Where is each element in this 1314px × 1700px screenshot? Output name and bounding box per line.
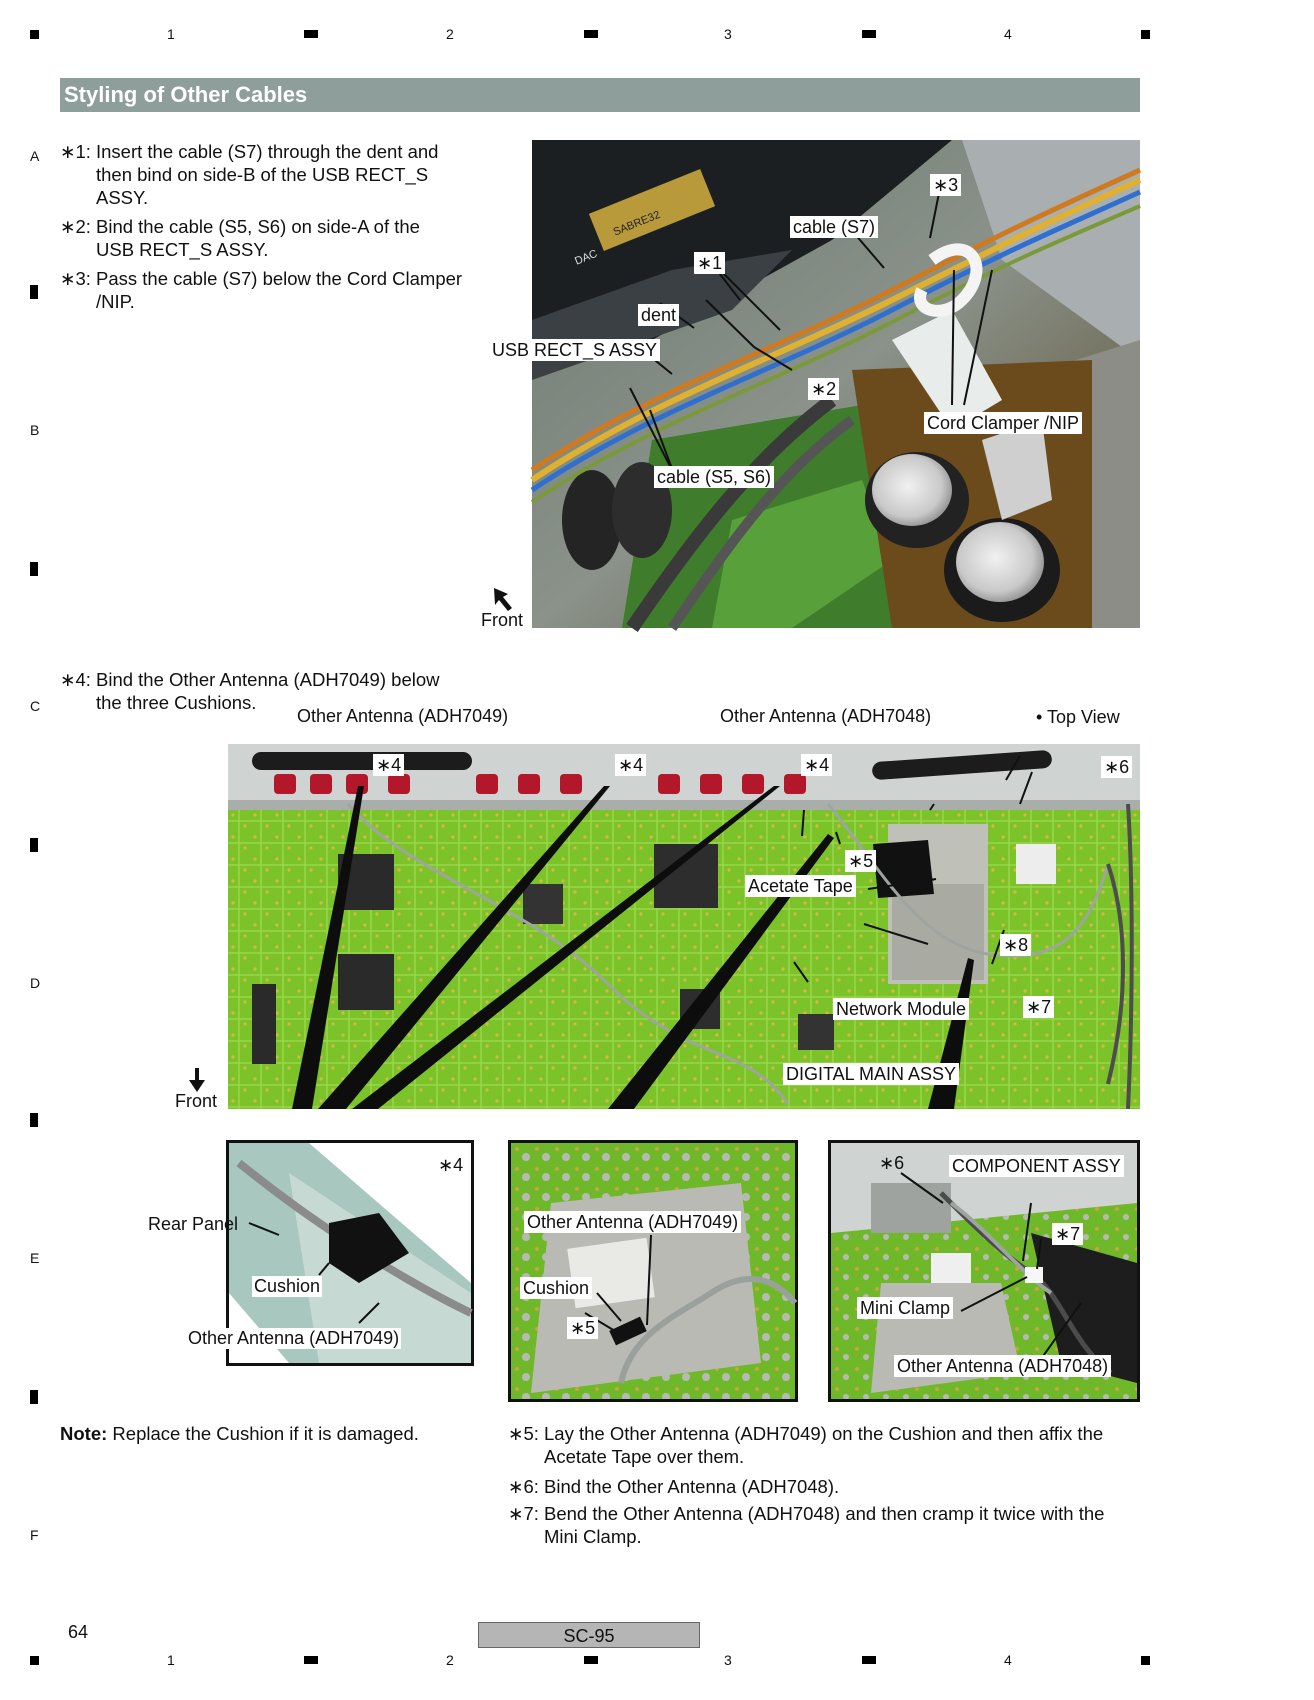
step-line: Bend the Other Antenna (ADH7048) and then cramp it twice with the (544, 1503, 1105, 1524)
step-text (96, 140, 438, 209)
step-3 (60, 267, 500, 315)
step-line: Bind the cable (S5, S6) on side-A of the (96, 216, 420, 237)
callout-8: ∗8 (1000, 934, 1031, 956)
corner-mark (1141, 1656, 1150, 1665)
step-marker: ∗7: (508, 1503, 539, 1524)
corner-mark (30, 1656, 39, 1665)
label-antenna-adh7048: Other Antenna (ADH7048) (720, 706, 932, 726)
grid-mark (304, 1656, 318, 1664)
step-text (544, 1422, 1103, 1468)
callout-6: ∗6 (879, 1153, 905, 1173)
callout-4-middle: ∗4 (615, 754, 646, 776)
callout-5: ∗5 (845, 850, 876, 872)
callout-5: ∗5 (567, 1317, 598, 1339)
model-name-bar: SC-95 (478, 1622, 700, 1648)
corner-mark (1141, 30, 1150, 39)
grid-mark (584, 1656, 598, 1664)
grid-mark (30, 285, 38, 299)
step-6 (508, 1475, 1140, 1499)
sabre-print: SABRE32 (611, 208, 662, 239)
step-5 (508, 1422, 1140, 1470)
dac-print: DAC (573, 247, 600, 268)
section-title: Styling of Other Cables (60, 78, 1140, 112)
cable-routing-photo (532, 140, 1140, 628)
front-label: Front (481, 610, 524, 630)
step-1 (60, 140, 500, 210)
page-number: 64 (68, 1622, 89, 1642)
step-marker: ∗6: (508, 1476, 539, 1497)
step-line: ASSY. (96, 187, 149, 208)
row-letter-b: B (30, 422, 40, 438)
label-usb-rect-s-assy: USB RECT_S ASSY (489, 339, 660, 361)
step-text (544, 1502, 1104, 1548)
column-number-4: 4 (1004, 26, 1012, 42)
label-component-assy: COMPONENT ASSY (949, 1155, 1124, 1177)
column-number-1: 1 (167, 26, 175, 42)
step-marker: ∗5: (508, 1423, 539, 1444)
step-line: Insert the cable (S7) through the dent and (96, 141, 439, 162)
row-letter-d: D (30, 975, 41, 991)
label-digital-main-assy: DIGITAL MAIN ASSY (783, 1063, 959, 1085)
step-line: Bind the Other Antenna (ADH7049) below (96, 669, 440, 690)
label-cord-clamper: Cord Clamper /NIP (924, 412, 1082, 434)
board-top-view-illustration (228, 744, 1140, 1109)
step-line: Mini Clamp. (544, 1526, 642, 1547)
label-other-antenna-adh7049: Other Antenna (ADH7049) (524, 1211, 741, 1233)
grid-mark (30, 838, 38, 852)
label-dent: dent (638, 304, 679, 326)
column-number-3: 3 (724, 26, 732, 42)
grid-mark (862, 1656, 876, 1664)
note-label: Note: (60, 1423, 108, 1444)
row-letter-e: E (30, 1250, 40, 1266)
grid-mark (584, 30, 598, 38)
row-letter-a: A (30, 148, 40, 164)
callout-4-right: ∗4 (801, 754, 832, 776)
label-cable-s5-s6: cable (S5, S6) (654, 466, 774, 488)
step-2 (60, 215, 500, 263)
label-acetate-tape: Acetate Tape (745, 875, 856, 897)
step-text (544, 1475, 839, 1498)
step-marker: ∗1: (60, 141, 91, 162)
step-line: /NIP. (96, 291, 135, 312)
top-view-label: • Top View (1036, 707, 1120, 727)
grid-mark (30, 562, 38, 576)
callout-1: ∗1 (694, 252, 725, 274)
corner-mark (30, 30, 39, 39)
column-number-1: 1 (167, 1652, 175, 1668)
step-line: USB RECT_S ASSY. (96, 239, 269, 260)
label-cushion: Cushion (520, 1277, 592, 1299)
step-text (96, 267, 462, 313)
callout-4: ∗4 (438, 1155, 464, 1175)
inset-component-assy-clamp (828, 1140, 1140, 1402)
front-label: Front (175, 1091, 218, 1111)
step-marker: ∗2: (60, 216, 91, 237)
step-line: Lay the Other Antenna (ADH7049) on the Cushion and then affix the (544, 1423, 1104, 1444)
callout-3: ∗3 (930, 174, 961, 196)
callout-7: ∗7 (1023, 996, 1054, 1018)
label-cable-s7: cable (S7) (790, 216, 878, 238)
step-line: Acetate Tape over them. (544, 1446, 745, 1467)
step-marker: ∗4: (60, 669, 91, 690)
grid-mark (304, 30, 318, 38)
inset-network-module-cushion (508, 1140, 798, 1402)
row-letter-f: F (30, 1527, 39, 1543)
note (60, 1422, 480, 1446)
column-number-2: 2 (446, 26, 454, 42)
callout-4-left: ∗4 (373, 754, 404, 776)
callout-7: ∗7 (1052, 1223, 1083, 1245)
label-other-antenna-adh7049: Other Antenna (ADH7049) (188, 1328, 400, 1348)
row-letter-c: C (30, 698, 41, 714)
step-text (96, 215, 420, 261)
column-number-4: 4 (1004, 1652, 1012, 1668)
label-network-module: Network Module (833, 998, 969, 1020)
column-number-3: 3 (724, 1652, 732, 1668)
step-line: Pass the cable (S7) below the Cord Clamper (96, 268, 463, 289)
step-line: then bind on side-B of the USB RECT_S (96, 164, 429, 185)
inset-network-module-illustration (511, 1143, 795, 1399)
callout-6: ∗6 (1101, 756, 1132, 778)
grid-mark (30, 1113, 38, 1127)
step-marker: ∗3: (60, 268, 91, 289)
step-line: Bind the Other Antenna (ADH7048). (544, 1476, 840, 1497)
step-line: the three Cushions. (96, 692, 257, 713)
label-cushion: Cushion (254, 1276, 321, 1296)
board-top-view-photo (228, 744, 1140, 1109)
column-number-2: 2 (446, 1652, 454, 1668)
note-text: Replace the Cushion if it is damaged. (107, 1423, 419, 1444)
label-other-antenna-adh7048: Other Antenna (ADH7048) (894, 1355, 1111, 1377)
callout-2: ∗2 (808, 378, 839, 400)
label-antenna-adh7049: Other Antenna (ADH7049) (297, 706, 509, 726)
label-mini-clamp: Mini Clamp (857, 1297, 953, 1319)
step-7 (508, 1502, 1140, 1550)
grid-mark (30, 1390, 38, 1404)
grid-mark (862, 30, 876, 38)
label-rear-panel: Rear Panel (148, 1214, 239, 1234)
